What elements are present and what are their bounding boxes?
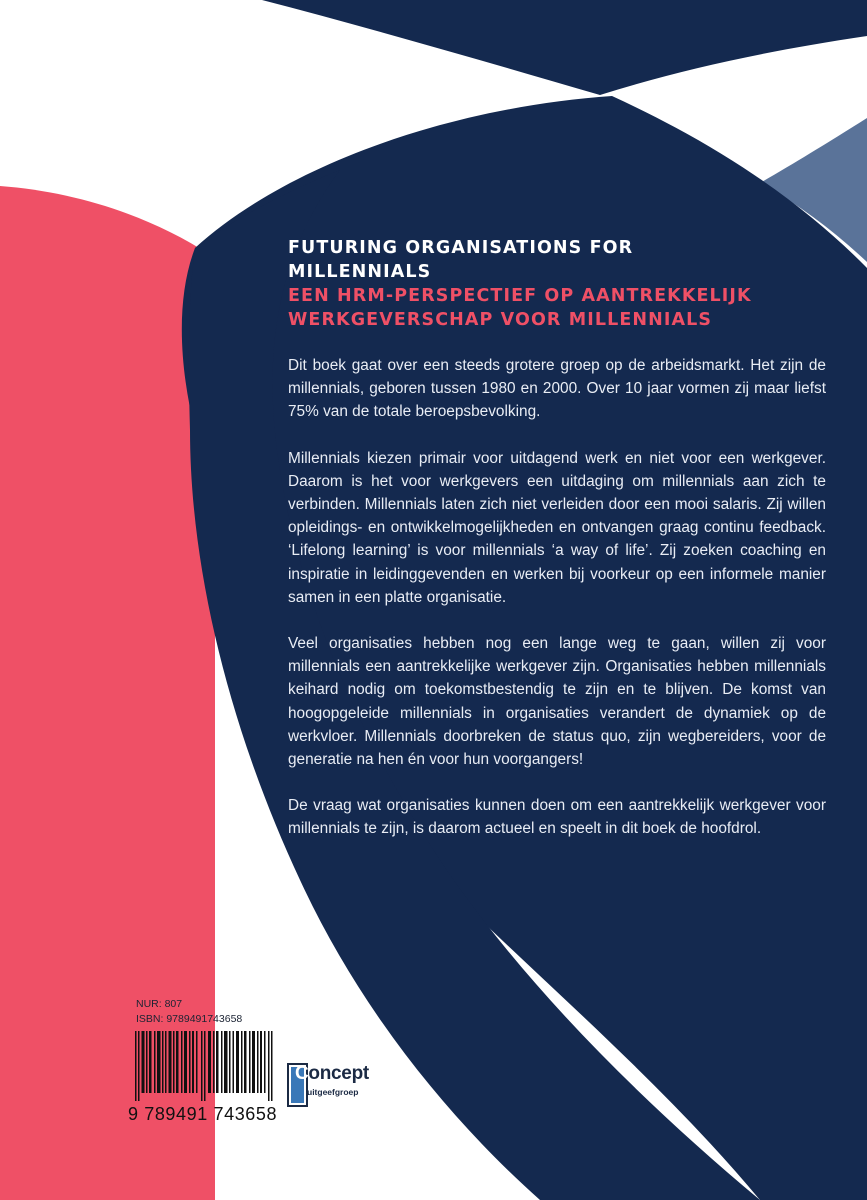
barcode-icon [135,1031,273,1101]
nur-code: NUR: 807 [136,998,183,1010]
title-block [288,236,828,332]
barcode-digits: 9 789491 743658 [128,1104,278,1124]
isbn-barcode [128,1031,278,1131]
blurb-text [288,354,826,864]
blurb-paragraph-1: Dit boek gaat over een steeds grotere groep op de arbeidsmarkt. Het zijn de millennials, geboren tussen 1980 en 2000. Over 10 jaar vormen zij maar liefst 75% van de totale beroepsbevolking. [288,357,826,421]
isbn-number: ISBN: 9789491743658 [136,1013,243,1025]
publisher-name [295,1063,369,1085]
book-title-line1: FUTURING ORGANISATIONS FOR [288,238,634,258]
blurb-paragraph-4: De vraag wat organisaties kunnen doen om een aantrekkelijk werkgever voor millennials te zijn, is daarom actueel en speelt in dit boek de hoofdrol. [288,797,826,838]
publisher-name-rest: oncept [308,1063,369,1084]
book-title-line2: MILLENNIALS [288,262,432,282]
book-meta [136,997,242,1027]
blurb-paragraph-3: Veel organisaties hebben nog een lange weg te gaan, willen zij voor millennials een aantrekkelijke werkgever zijn. Organisaties hebben millennials keihard nodig om toekomstbestendig te zijn en te blijven. De komst van hoogopgeleide millennials in organisaties verandert de dynamiek op de werkvloer. Millennials doorbreken de status quo, zijn wegbereiders, voor de generatie na hen én voor hun voorgangers! [288,635,826,769]
publisher-logo [287,1063,397,1123]
book-subtitle-line1: EEN HRM-PERSPECTIEF OP AANTREKKELIJK [288,286,752,306]
publisher-name-letter: C [295,1063,309,1084]
publisher-tagline: uitgeefgroep [307,1087,359,1097]
book-subtitle-line2: WERKGEVERSCHAP VOOR MILLENNIALS [288,310,713,330]
blurb-paragraph-2: Millennials kiezen primair voor uitdagend werk en niet voor een werkgever. Daarom is het voor werkgevers een uitdaging om millennials aan zich te verbinden. Millennials laten zich niet verleiden door een mooi salaris. Zij willen opleidings- en ontwikkelmogelijkheden en ontvangen graag continu feedback. ‘Lifelong learning’ is voor millennials ‘a way of life’. Zij zoeken coaching en inspiratie in leidinggevenden en werken bij voorkeur op een informele manier samen in een platte organisatie. [288,449,826,606]
